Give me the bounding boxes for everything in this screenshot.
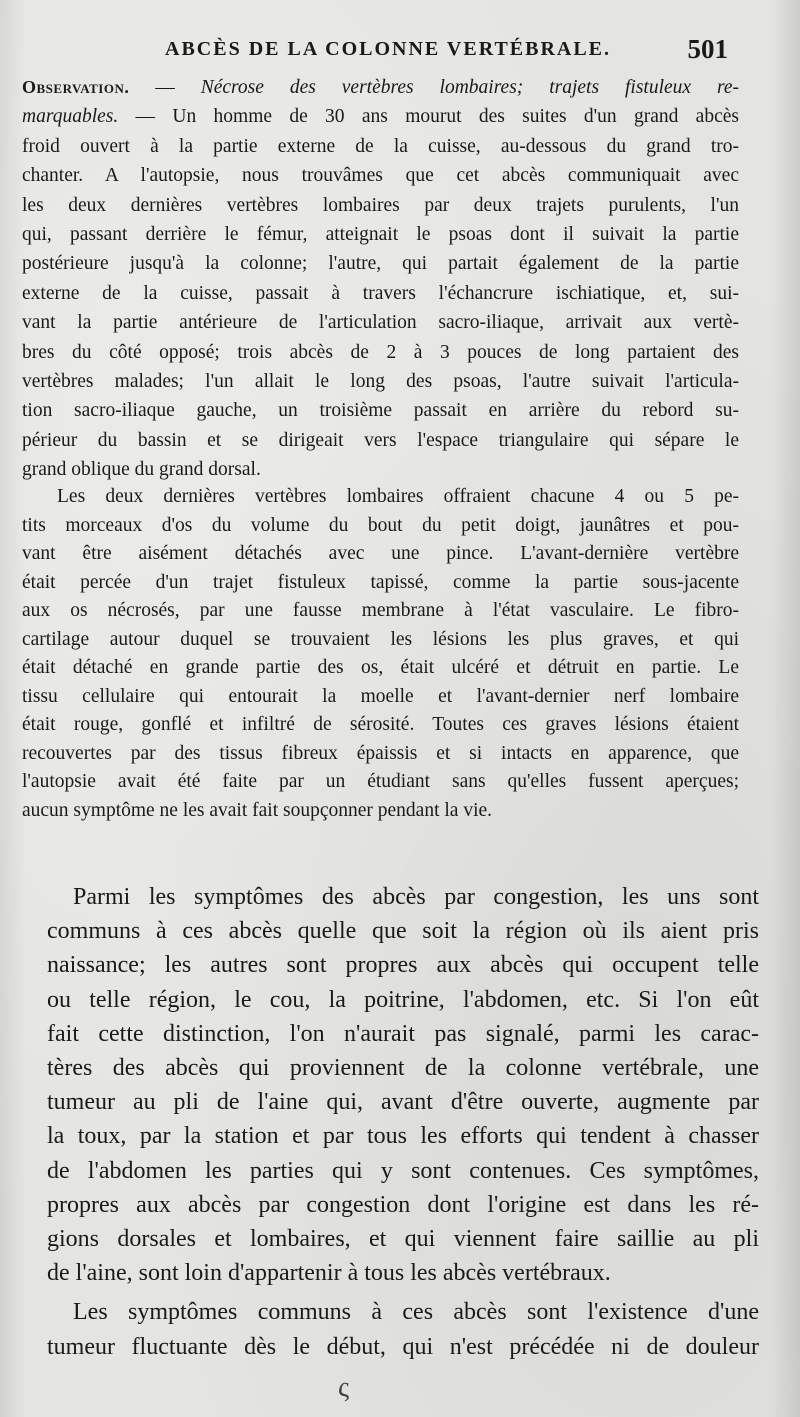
running-head <box>0 34 800 68</box>
text-line: vant être aisément détachés avec une pince. L'avant-dernière vertèbre <box>22 543 739 564</box>
observation-heading-line <box>22 73 739 102</box>
footer-ornament: ς <box>338 1372 350 1403</box>
text-line: communs à ces abcès quelle que soit la région où ils aient pris <box>47 918 759 945</box>
text-line: Les symptômes communs à ces abcès sont l'existence d'une <box>73 1299 759 1325</box>
text-line: recouvertes par des tissus fibreux épaissis et si intacts en apparence, que <box>22 742 739 764</box>
observation-line <box>22 102 739 131</box>
text-line: externe de la cuisse, passait à travers l'échancrure ischiatique, et, sui- <box>22 282 739 304</box>
text-line: Les deux dernières vertèbres lombaires offraient chacune 4 ou 5 pe- <box>57 486 739 507</box>
text-line: la toux, par la station et par tous les efforts qui tendent à chasser <box>47 1123 759 1150</box>
text-line: vertèbres malades; l'un allait le long des psoas, l'autre suivait l'articula- <box>22 371 739 393</box>
text-line: tion sacro-iliaque gauche, un troisième passait en arrière du rebord su- <box>22 400 739 422</box>
text-line: chanter. A l'autopsie, nous trouvâmes que cet abcès communiquait avec <box>22 165 739 187</box>
observation-label: Observation. <box>22 77 130 97</box>
text-line: tissu cellulaire qui entourait la moelle et l'avant-dernier nerf lombaire <box>22 685 739 707</box>
text-line: était détaché en grande partie des os, était ulcéré et détruit en partie. Le <box>22 657 739 678</box>
text-line: était rouge, gonflé et infiltré de sérosité. Toutes ces graves lésions étaient <box>22 714 739 735</box>
text-line: gions dorsales et lombaires, et qui viennent faire saillie au pli <box>47 1226 759 1253</box>
text-line: grand oblique du grand dorsal. <box>22 459 261 481</box>
observation-title-cont: marquables. <box>22 106 119 128</box>
text-line: qui, passant derrière le fémur, atteignait le psoas dont il suivait la partie <box>22 224 739 246</box>
text-line: bres du côté opposé; trois abcès de 2 à 3 pouces de long partaient des <box>22 341 739 363</box>
text-line: était percée d'un trajet fistuleux tapissé, comme la partie sous-jacente <box>22 571 739 593</box>
observation-paragraph-2 <box>22 483 739 825</box>
text-line: tumeur au pli de l'aine qui, avant d'être ouverte, augmente par <box>47 1089 759 1116</box>
text-line: propres aux abcès par congestion dont l'origine est dans les ré- <box>47 1191 759 1218</box>
running-title: ABCÈS DE LA COLONNE VERTÉBRALE. <box>165 38 612 60</box>
text-line: périeur du bassin et se dirigeait vers l'espace triangulaire qui sépare le <box>22 429 739 451</box>
text-line: aux os nécrosés, par une fausse membrane à l'état vasculaire. Le fibro- <box>22 600 739 621</box>
text-line: vant la partie antérieure de l'articulation sacro-iliaque, arrivait aux vertè- <box>22 312 739 334</box>
text-line: tères des abcès qui proviennent de la colonne vertébrale, une <box>47 1055 759 1082</box>
observation-line-text: — Un homme de 30 ans mourut des suites d'un grand abcès <box>118 106 739 128</box>
page-number: 501 <box>687 34 728 64</box>
observation-title: Nécrose des vertèbres lombaires; trajets fistuleux re- <box>200 77 739 98</box>
text-line: Parmi les symptômes des abcès par congestion, les uns sont <box>73 884 759 910</box>
text-line: naissance; les autres sont propres aux abcès qui occupent telle <box>47 952 759 979</box>
text-line: froid ouvert à la partie externe de la cuisse, au-dessous du grand tro- <box>22 135 739 157</box>
text-line: cartilage autour duquel se trouvaient les lésions les plus graves, et qui <box>22 628 739 650</box>
text-line: tumeur fluctuante dès le début, qui n'est précédée ni de douleur <box>47 1334 759 1360</box>
text-line: fait cette distinction, l'on n'aurait pas signalé, parmi les carac- <box>47 1020 759 1047</box>
text-line: les deux dernières vertèbres lombaires par deux trajets purulents, l'un <box>22 194 739 216</box>
observation-paragraph <box>22 73 739 485</box>
body-paragraph <box>47 880 759 1290</box>
text-line: tits morceaux d'os du volume du bout du petit doigt, jaunâtres et pou- <box>22 514 739 536</box>
text-line: aucun symptôme ne les avait fait soupçonner pendant la vie. <box>22 799 493 821</box>
text-line: ou telle région, le cou, la poitrine, l'abdomen, etc. Si l'on eût <box>47 986 759 1013</box>
body-paragraph-2 <box>47 1295 759 1365</box>
text-line: de l'aine, sont loin d'appartenir à tous les abcès vertébraux. <box>47 1260 611 1287</box>
text-line: de l'abdomen les parties qui y sont contenues. Ces symptômes, <box>47 1157 759 1184</box>
observation-dash: — <box>129 77 201 98</box>
text-line: l'autopsie avait été faite par un étudiant sans qu'elles fussent aperçues; <box>22 771 739 792</box>
text-line: postérieure jusqu'à la colonne; l'autre, qui partait également de la partie <box>22 253 739 275</box>
